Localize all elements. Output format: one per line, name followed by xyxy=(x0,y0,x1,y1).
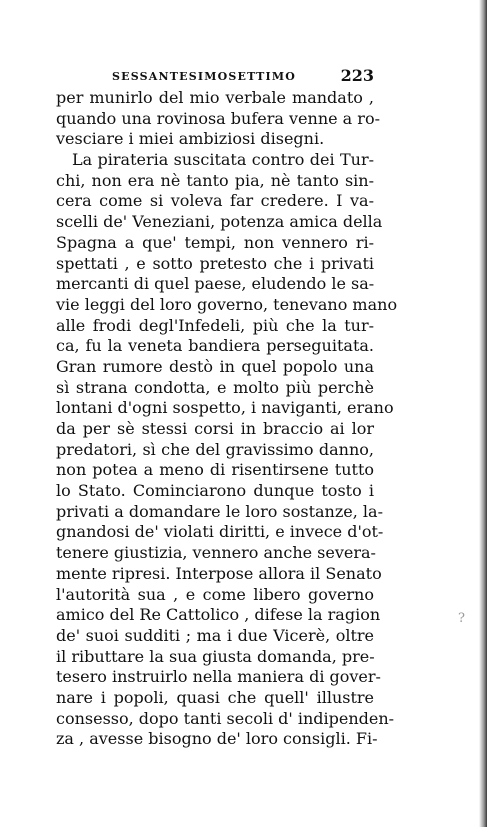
text-line: chi, non era nè tanto pia, nè tanto sin- xyxy=(56,170,374,190)
text-line: Spagna a que' tempi, non vennero ri- xyxy=(56,232,374,252)
text-line: consesso, dopo tanti secoli d' indipenden- xyxy=(56,708,395,728)
text-line: l'autorità sua , e come libero governo xyxy=(56,584,374,604)
text-line: Gran rumore destò in quel popolo una xyxy=(56,356,374,376)
text-line: non potea a meno di risentirsene tutto xyxy=(56,460,374,480)
text-line: mente ripresi. Interpose allora il Senato xyxy=(56,563,382,583)
paragraph-first-line: La pirateria suscitata contro dei Tur- xyxy=(72,150,374,170)
text-line: tenere giustizia, vennero anche severa- xyxy=(56,543,376,563)
text-line: sì strana condotta, e molto più perchè xyxy=(56,377,374,397)
text-line: cera come si voleva far credere. I va- xyxy=(56,191,374,211)
text-line: lontani d'ogni sospetto, i naviganti, erano xyxy=(56,398,394,418)
page-number: 223 xyxy=(340,66,374,85)
text-line: nare i popoli, quasi che quell' illustre xyxy=(56,687,374,707)
running-head xyxy=(112,66,374,88)
text-line: privati a domandare le loro sostanze, la- xyxy=(56,501,383,521)
text-line: mercanti di quel paese, eludendo le sa- xyxy=(56,274,375,294)
text-line: vesciare i miei ambiziosi disegni. xyxy=(56,129,325,149)
text-line: tesero instruirlo nella maniera di gover- xyxy=(56,667,381,687)
text-line: quando una rovinosa bufera venne a ro- xyxy=(56,108,380,128)
text-line: per munirlo del mio verbale mandato , xyxy=(56,88,374,107)
text-line: spettati , e sotto pretesto che i privati xyxy=(56,253,374,273)
text-line: de' suoi sudditi ; ma i due Vicerè, oltre xyxy=(56,625,374,645)
margin-mark: ? xyxy=(458,611,465,626)
text-line: amico del Re Cattolico , difese la ragion xyxy=(56,605,381,625)
text-body xyxy=(56,88,398,750)
text-line: da per sè stessi corsi in braccio ai lor xyxy=(56,419,374,438)
text-line: vie leggi del loro governo, tenevano mano xyxy=(56,294,398,314)
text-line: lo Stato. Cominciarono dunque tosto i xyxy=(56,481,374,501)
running-title: SESSANTESIMOSETTIMO xyxy=(112,70,296,83)
text-line: ca, fu la veneta bandiera perseguitata. xyxy=(56,336,374,356)
text-line: scelli de' Veneziani, potenza amica della xyxy=(56,212,383,232)
text-line: il ributtare la sua giusta domanda, pre- xyxy=(56,646,375,666)
text-line: predatori, sì che del gravissimo danno, xyxy=(56,439,374,459)
text-line: alle frodi degl'Infedeli, più che la tur- xyxy=(56,315,374,335)
text-line: gnandosi de' violati diritti, e invece d'ot- xyxy=(56,522,384,542)
text-line: za , avesse bisogno de' loro consigli. Fi- xyxy=(56,729,378,749)
